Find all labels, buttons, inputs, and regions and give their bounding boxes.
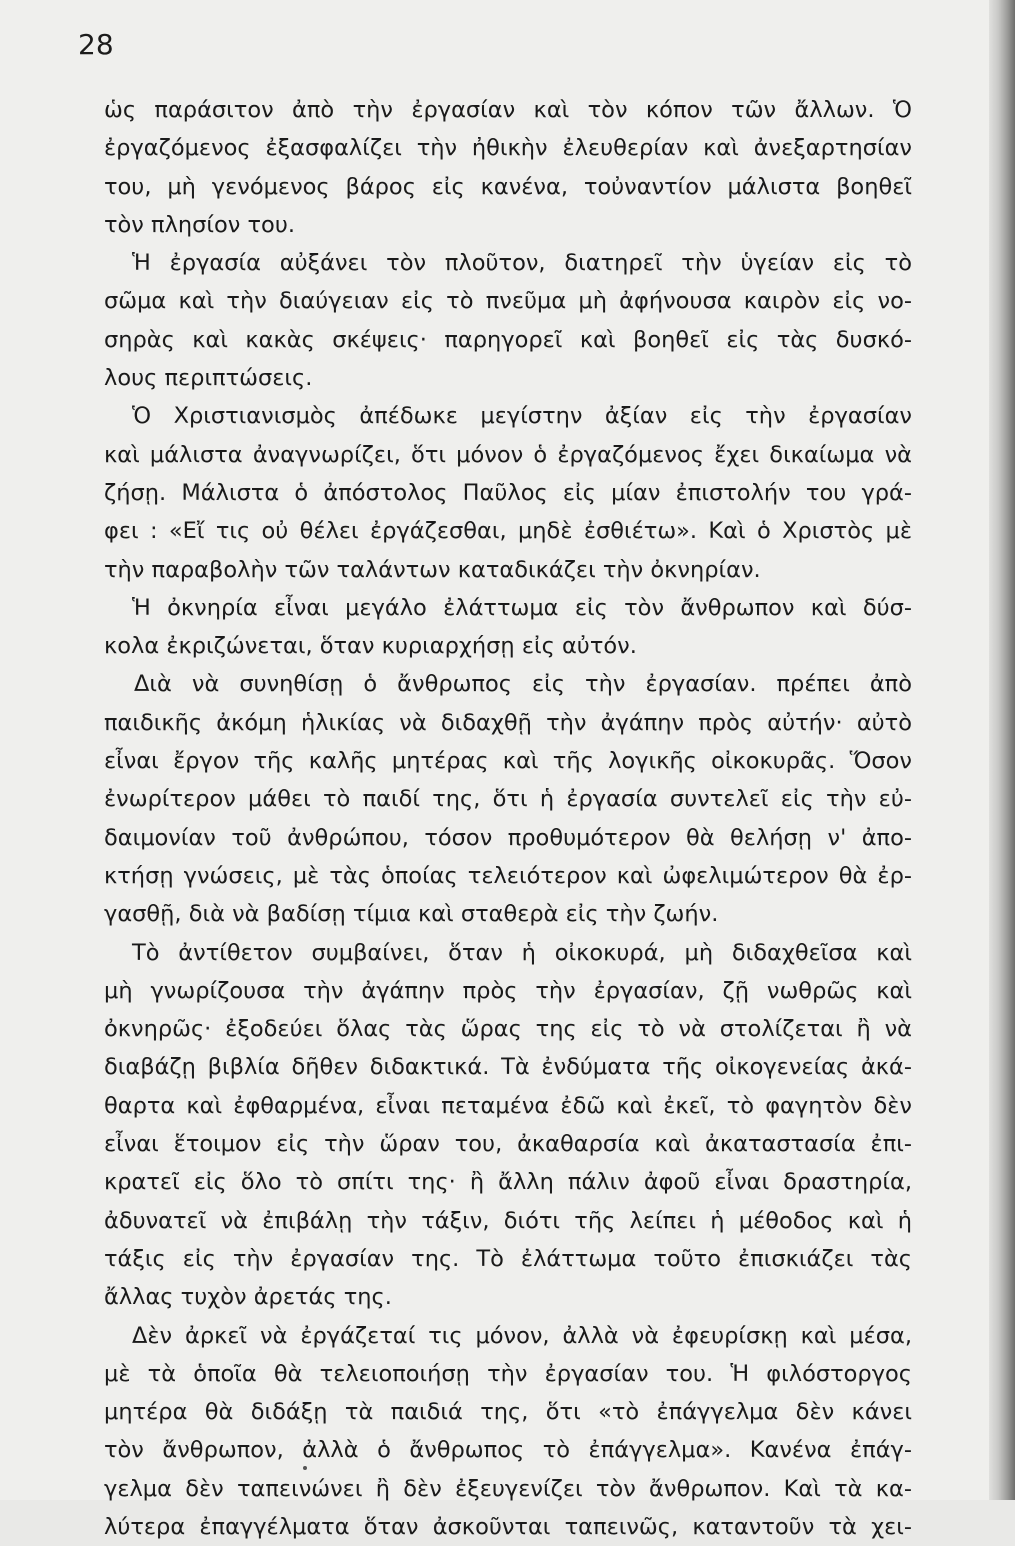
text-line: λύτερα ἐπαγγέλματα ὅταν ἀσκοῦνται ταπεινῶς, καταντοῦν τὰ χει- <box>104 1513 912 1540</box>
text-line: καὶ μάλιστα ἀναγνωρίζει, ὅτι μόνον ὁ ἐργαζόμενος ἔχει δικαίωμα νὰ <box>104 441 912 468</box>
text-line: ἀδυνατεῖ νὰ ἐπιβάλῃ τὴν τάξιν, διότι τῆς λείπει ἡ μέθοδος καὶ ἡ <box>104 1207 912 1234</box>
text-line: γελμα δὲν ταπεινώνει ἢ δὲν ἐξευγενίζει τὸν ἄνθρωπον. Καὶ τὰ κα- <box>104 1475 912 1502</box>
text-line: μὴ γνωρίζουσα τὴν ἀγάπην πρὸς τὴν ἐργασίαν, ζῇ νωθρῶς καὶ <box>104 977 912 1004</box>
text-line: ὡς παράσιτον ἀπὸ τὴν ἐργασίαν καὶ τὸν κόπον τῶν ἄλλων. Ὁ <box>104 97 912 123</box>
text-line: Διὰ νὰ συνηθίσῃ ὁ ἄνθρωπος εἰς τὴν ἐργασίαν. πρέπει ἀπὸ <box>134 671 912 698</box>
text-line: λους περιπτώσεις. <box>104 365 313 392</box>
text-line: ἐνωρίτερον μάθει τὸ παιδί της, ὅτι ἡ ἐργασία συντελεῖ εἰς τὴν εὐ- <box>104 786 912 813</box>
text-line: Δὲν ἀρκεῖ νὰ ἐργάζεταί τις μόνον, ἀλλὰ νὰ ἐφευρίσκῃ καὶ μέσα, <box>132 1322 912 1349</box>
text-line: κρατεῖ εἰς ὅλο τὸ σπίτι της· ἢ ἄλλη πάλιν ἀφοῦ εἶναι δραστηρία, <box>104 1169 912 1196</box>
page-number: 28 <box>78 28 114 61</box>
text-line: τὸν πλησίον του. <box>104 211 295 238</box>
text-line: διαβάζῃ βιβλία δῆθεν διδακτικά. Τὰ ἐνδύματα τῆς οἰκογενείας ἀκά- <box>104 1054 912 1081</box>
text-line: σηρὰς καὶ κακὰς σκέψεις· παρηγορεῖ καὶ βοηθεῖ εἰς τὰς δυσκό- <box>104 326 912 353</box>
text-line: μὲ τὰ ὁποῖα θὰ τελειοποιήσῃ τὴν ἐργασίαν του. Ἡ φιλόστοργος <box>104 1360 912 1387</box>
print-speck <box>303 1466 307 1470</box>
text-line: του, μὴ γενόμενος βάρος εἰς κανένα, τοὐναντίον μάλιστα βοηθεῖ <box>104 173 912 200</box>
text-line: εἶναι ἕτοιμον εἰς τὴν ὥραν του, ἀκαθαρσία καὶ ἀκαταστασία ἐπι- <box>104 1131 912 1158</box>
text-line: κτήσῃ γνώσεις, μὲ τὰς ὁποίας τελειότερον καὶ ὠφελιμώτερον θὰ ἐρ- <box>104 862 912 889</box>
text-line: μητέρα θὰ διδάξῃ τὰ παιδιά της, ὅτι «τὸ ἐπάγγελμα δὲν κάνει <box>104 1399 912 1426</box>
text-line: ζήσῃ. Μάλιστα ὁ ἀπόστολος Παῦλος εἰς μίαν ἐπιστολήν του γρά- <box>104 479 912 506</box>
text-line: τὴν παραβολὴν τῶν ταλάντων καταδικάζει τὴν ὀκνηρίαν. <box>104 556 761 583</box>
text-line: Ὁ Χριστιανισμὸς ἀπέδωκε μεγίστην ἀξίαν εἰς τὴν ἐργασίαν <box>132 403 912 430</box>
text-line: παιδικῆς ἀκόμη ἡλικίας νὰ διδαχθῇ τὴν ἀγάπην πρὸς αὐτήν· αὐτὸ <box>104 709 912 736</box>
text-line: Ἡ ἐργασία αὐξάνει τὸν πλοῦτον, διατηρεῖ τὴν ὑγείαν εἰς τὸ <box>132 250 912 277</box>
text-line: Ἡ ὀκνηρία εἶναι μεγάλο ἐλάττωμα εἰς τὸν ἄνθρωπον καὶ δύσ- <box>132 594 912 621</box>
text-line: κολα ἐκριζώνεται, ὅταν κυριαρχήσῃ εἰς αὐτόν. <box>104 633 637 660</box>
text-line: ἐργαζόμενος ἐξασφαλίζει τὴν ἠθικὴν ἐλευθερίαν καὶ ἀνεξαρτησίαν <box>104 135 912 162</box>
text-line: εἶναι ἔργον τῆς καλῆς μητέρας καὶ τῆς λογικῆς οἰκοκυρᾶς. Ὅσον <box>104 748 912 775</box>
text-line: τάξις εἰς τὴν ἐργασίαν της. Τὸ ἐλάττωμα τοῦτο ἐπισκιάζει τὰς <box>104 1245 912 1272</box>
book-spine-edge <box>989 0 1015 1500</box>
text-line: δαιμονίαν τοῦ ἀνθρώπου, τόσον προθυμότερον θὰ θελήσῃ ν' ἀπο- <box>104 824 912 851</box>
text-line: γασθῇ, διὰ νὰ βαδίσῃ τίμια καὶ σταθερὰ εἰς τὴν ζωήν. <box>104 901 719 928</box>
text-line: ὀκνηρῶς· ἐξοδεύει ὅλας τὰς ὥρας της εἰς τὸ νὰ στολίζεται ἢ νὰ <box>104 1016 912 1043</box>
text-line: φει : «Εἴ τις οὐ θέλει ἐργάζεσθαι, μηδὲ ἐσθιέτω». Καὶ ὁ Χριστὸς μὲ <box>104 518 912 545</box>
text-line: ἄλλας τυχὸν ἀρετάς της. <box>104 1284 392 1311</box>
text-line: θαρτα καὶ ἐφθαρμένα, εἶναι πεταμένα ἐδῶ καὶ ἐκεῖ, τὸ φαγητὸν δὲν <box>104 1092 912 1119</box>
body-text <box>104 91 912 1546</box>
text-line: Τὸ ἀντίθετον συμβαίνει, ὅταν ἡ οἰκοκυρά, μὴ διδαχθεῖσα καὶ <box>132 939 912 966</box>
text-line: σῶμα καὶ τὴν διαύγειαν εἰς τὸ πνεῦμα μὴ ἀφήνουσα καιρὸν εἰς νο- <box>104 288 912 315</box>
text-line: τὸν ἄνθρωπον, ἀλλὰ ὁ ἄνθρωπος τὸ ἐπάγγελμα». Κανένα ἐπάγ- <box>104 1437 912 1464</box>
